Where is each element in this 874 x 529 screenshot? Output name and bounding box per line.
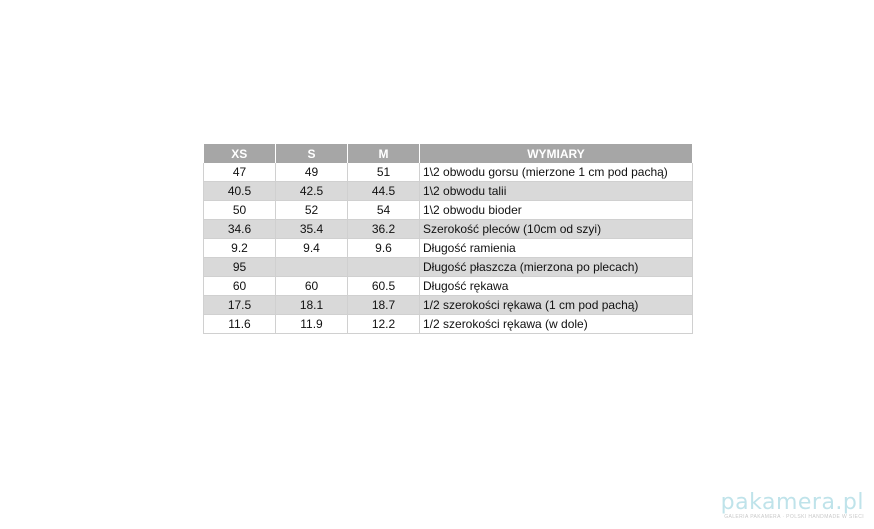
cell-xs: 40.5 — [204, 182, 276, 201]
cell-xs: 34.6 — [204, 220, 276, 239]
cell-m: 18.7 — [348, 296, 420, 315]
watermark-tagline: GALERIA PAKAMERA · POLSKI HANDMADE W SIECI — [724, 514, 864, 520]
table-row — [204, 201, 693, 220]
cell-m: 51 — [348, 163, 420, 182]
cell-xs: 50 — [204, 201, 276, 220]
cell-s: 42.5 — [276, 182, 348, 201]
cell-xs: 11.6 — [204, 315, 276, 334]
table-row — [204, 258, 693, 277]
header-wymiary: WYMIARY — [420, 144, 693, 163]
cell-s: 35.4 — [276, 220, 348, 239]
table-row — [204, 220, 693, 239]
cell-xs: 60 — [204, 277, 276, 296]
cell-s: 49 — [276, 163, 348, 182]
cell-m: 44.5 — [348, 182, 420, 201]
cell-xs: 9.2 — [204, 239, 276, 258]
size-chart-table — [203, 144, 693, 334]
header-s: S — [276, 144, 348, 163]
cell-description: Długość płaszcza (mierzona po plecach) — [420, 258, 693, 277]
cell-description: 1/2 szerokości rękawa (1 cm pod pachą) — [420, 296, 693, 315]
header-xs: XS — [204, 144, 276, 163]
table-row — [204, 163, 693, 182]
cell-m: 36.2 — [348, 220, 420, 239]
table-row — [204, 296, 693, 315]
header-row — [204, 144, 693, 163]
cell-s: 11.9 — [276, 315, 348, 334]
cell-description: 1\2 obwodu gorsu (mierzone 1 cm pod pachą) — [420, 163, 693, 182]
header-m: M — [348, 144, 420, 163]
cell-xs: 17.5 — [204, 296, 276, 315]
table-row — [204, 277, 693, 296]
cell-xs: 47 — [204, 163, 276, 182]
cell-m: 9.6 — [348, 239, 420, 258]
pakamera-watermark — [714, 492, 864, 521]
cell-description: 1/2 szerokości rękawa (w dole) — [420, 315, 693, 334]
cell-m: 54 — [348, 201, 420, 220]
cell-m — [348, 258, 420, 277]
cell-xs: 95 — [204, 258, 276, 277]
cell-description: 1\2 obwodu bioder — [420, 201, 693, 220]
cell-description: 1\2 obwodu talii — [420, 182, 693, 201]
cell-description: Długość ramienia — [420, 239, 693, 258]
cell-m: 12.2 — [348, 315, 420, 334]
cell-s: 9.4 — [276, 239, 348, 258]
watermark-logo: pakamera.pl — [720, 490, 864, 515]
cell-description: Szerokość pleców (10cm od szyi) — [420, 220, 693, 239]
table-row — [204, 315, 693, 334]
cell-s: 60 — [276, 277, 348, 296]
table-row — [204, 182, 693, 201]
cell-description: Długość rękawa — [420, 277, 693, 296]
cell-m: 60.5 — [348, 277, 420, 296]
cell-s — [276, 258, 348, 277]
table-row — [204, 239, 693, 258]
cell-s: 18.1 — [276, 296, 348, 315]
cell-s: 52 — [276, 201, 348, 220]
